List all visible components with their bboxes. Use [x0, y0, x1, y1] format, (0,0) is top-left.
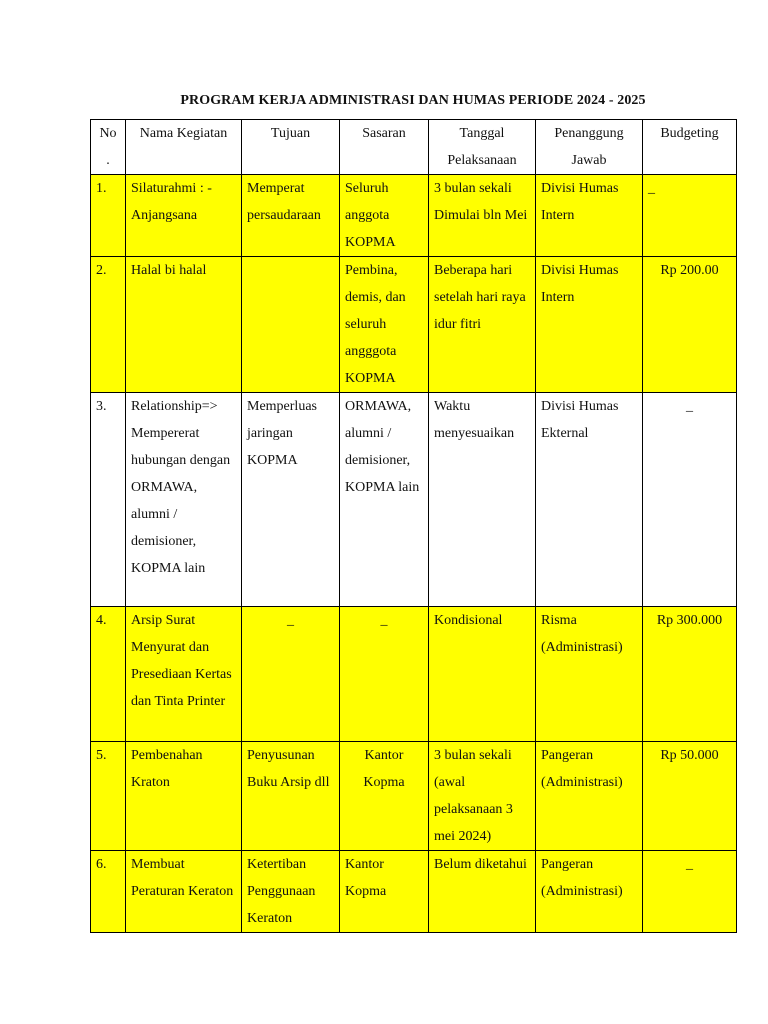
cell-tujuan: Ketertiban Penggunaan Keraton	[242, 851, 340, 933]
cell-no: 3.	[91, 393, 126, 607]
header-sasaran: Sasaran	[340, 120, 429, 175]
table-row	[91, 393, 737, 607]
cell-budget: Rp 50.000	[643, 742, 737, 851]
cell-tujuan: Penyusunan Buku Arsip dll	[242, 742, 340, 851]
table-row	[91, 851, 737, 933]
cell-penanggung-jawab: Divisi Humas Ekternal	[536, 393, 643, 607]
cell-penanggung-jawab: Pangeran (Administrasi)	[536, 742, 643, 851]
header-penanggung-jawab: Penanggung Jawab	[536, 120, 643, 175]
cell-penanggung-jawab: Divisi Humas Intern	[536, 175, 643, 257]
cell-kegiatan: Arsip Surat Menyurat dan Presediaan Kertas dan Tinta Printer	[126, 607, 242, 742]
header-no: No .	[91, 120, 126, 175]
cell-budget: Rp 200.00	[643, 257, 737, 393]
cell-budget: Rp 300.000	[643, 607, 737, 742]
table-row	[91, 607, 737, 742]
header-row	[91, 120, 737, 175]
program-table	[90, 119, 737, 933]
document-title: PROGRAM KERJA ADMINISTRASI DAN HUMAS PERIODE 2024 - 2025	[180, 93, 646, 108]
table-row	[91, 742, 737, 851]
header-tujuan: Tujuan	[242, 120, 340, 175]
cell-budget: _	[643, 851, 737, 933]
cell-tanggal: Waktu menyesuaikan	[429, 393, 536, 607]
header-budgeting: Budgeting	[643, 120, 737, 175]
table-row	[91, 257, 737, 393]
cell-penanggung-jawab: Divisi Humas Intern	[536, 257, 643, 393]
cell-kegiatan: Relationship=> Mempererat hubungan dengan ORMAWA, alumni / demisioner, KOPMA lain	[126, 393, 242, 607]
cell-kegiatan: Membuat Peraturan Keraton	[126, 851, 242, 933]
cell-tanggal: Belum diketahui	[429, 851, 536, 933]
cell-sasaran: ORMAWA, alumni / demisioner, KOPMA lain	[340, 393, 429, 607]
cell-penanggung-jawab: Pangeran (Administrasi)	[536, 851, 643, 933]
table-row	[91, 175, 737, 257]
cell-budget: _	[643, 175, 737, 257]
cell-sasaran: _	[340, 607, 429, 742]
cell-tanggal: Kondisional	[429, 607, 536, 742]
cell-sasaran: Seluruh anggota KOPMA	[340, 175, 429, 257]
cell-no: 5.	[91, 742, 126, 851]
cell-budget: _	[643, 393, 737, 607]
cell-penanggung-jawab: Risma (Administrasi)	[536, 607, 643, 742]
cell-kegiatan: Halal bi halal	[126, 257, 242, 393]
cell-sasaran: Kantor Kopma	[340, 742, 429, 851]
cell-tujuan	[242, 257, 340, 393]
cell-tujuan: Memperat persaudaraan	[242, 175, 340, 257]
header-nama-kegiatan: Nama Kegiatan	[126, 120, 242, 175]
cell-no: 4.	[91, 607, 126, 742]
cell-tujuan: Memperluas jaringan KOPMA	[242, 393, 340, 607]
cell-sasaran: Pembina, demis, dan seluruh angggota KOPMA	[340, 257, 429, 393]
cell-tanggal: 3 bulan sekali Dimulai bln Mei	[429, 175, 536, 257]
cell-no: 1.	[91, 175, 126, 257]
cell-kegiatan: Pembenahan Kraton	[126, 742, 242, 851]
cell-tujuan: _	[242, 607, 340, 742]
cell-no: 6.	[91, 851, 126, 933]
cell-tanggal: 3 bulan sekali (awal pelaksanaan 3 mei 2024)	[429, 742, 536, 851]
header-tanggal: Tanggal Pelaksanaan	[429, 120, 536, 175]
cell-no: 2.	[91, 257, 126, 393]
cell-sasaran: Kantor Kopma	[340, 851, 429, 933]
cell-kegiatan: Silaturahmi : -Anjangsana	[126, 175, 242, 257]
cell-tanggal: Beberapa hari setelah hari raya idur fitri	[429, 257, 536, 393]
